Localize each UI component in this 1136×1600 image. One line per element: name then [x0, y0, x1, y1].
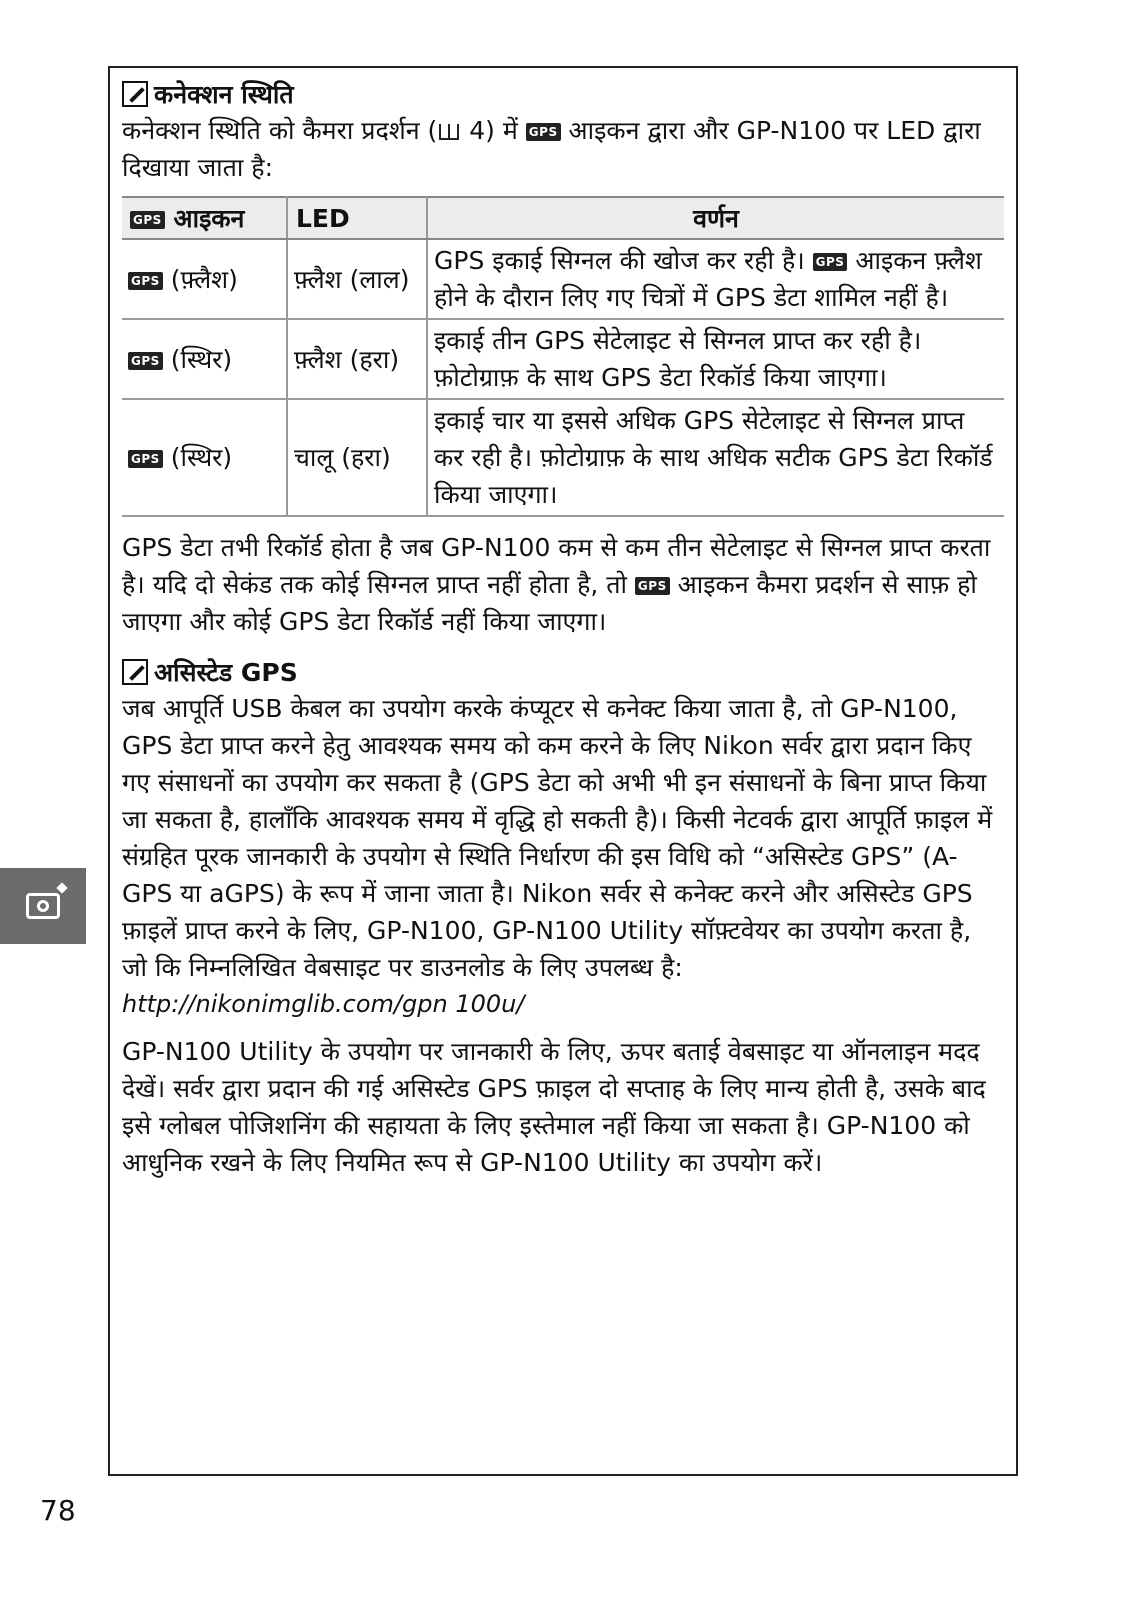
book-reference-icon [439, 124, 459, 140]
gps-icon: GPS [128, 450, 163, 468]
after-part1: GPS डेटा तभी रिकॉर्ड होता है जब GP-N100 कम से कम तीन सेटेलाइट से सिग्नल प्राप्त करता है। यदि दो सेकंड तक कोई सिग्नल प्राप्त नहीं होता है, तो [122, 533, 991, 599]
icon-state: (स्थिर) [170, 443, 233, 472]
pencil-note-icon [122, 81, 148, 107]
status-table [122, 196, 1004, 517]
icon-state: (स्थिर) [170, 344, 233, 374]
camera-settings-icon [26, 893, 60, 919]
section2-body2: GP-N100 Utility के उपयोग पर जानकारी के लिए, ऊपर बताई वेबसाइट या ऑनलाइन मदद देखें। सर्वर द्वारा प्रदान की गई असिस्टेड GPS फ़ाइल दो सप्ताह के लिए मान्य होती है, उसके बाद इसे ग्लोबल पोजिशनिंग की सहायता के लिए इस्तेमाल नहीं किया जा सकता है। GP-N100 को आधुनिक रखने के लिए नियमित रूप से GP-N100 Utility का उपयोग करें। [122, 1037, 986, 1177]
note-frame [108, 66, 1018, 1476]
gps-icon: GPS [130, 211, 165, 229]
section1-after-text [122, 529, 1004, 640]
table-header-row [122, 197, 1004, 239]
side-tab [0, 868, 86, 944]
header-description: वर्णन [427, 197, 1004, 239]
row-icon-cell [122, 239, 287, 319]
row-icon-cell [122, 319, 287, 399]
gps-icon: GPS [128, 352, 163, 370]
intro-part2: आइकन द्वारा और GP-N100 पर LED द्वारा दिखाया जाता है: [122, 116, 981, 182]
after-part2: आइकन कैमरा प्रदर्शन से साफ़ हो जाएगा और कोई GPS डेटा रिकॉर्ड नहीं किया जाएगा। [122, 570, 977, 636]
header-icon-text: आइकन [173, 204, 245, 233]
row-led-cell: फ़्लैश (हरा) [287, 319, 427, 399]
page-number: 78 [40, 1494, 76, 1527]
section2-heading [122, 654, 1004, 690]
row-icon-cell [122, 399, 287, 516]
icon-state: (फ़्लैश) [170, 264, 238, 294]
gps-icon: GPS [635, 577, 670, 595]
table-row [122, 239, 1004, 319]
row-led-cell: फ़्लैश (लाल) [287, 239, 427, 319]
pencil-note-icon [122, 659, 148, 685]
gps-icon: GPS [526, 123, 561, 141]
table-row [122, 399, 1004, 516]
header-icon [122, 197, 287, 239]
row-description-cell: इकाई चार या इससे अधिक GPS सेटेलाइट से सिग्नल प्राप्त कर रही है। फ़ोटोग्राफ़ के साथ अधिक सटीक GPS डेटा रिकॉर्ड किया जाएगा। [427, 399, 1004, 516]
table-row [122, 319, 1004, 399]
header-led: LED [287, 197, 427, 239]
row-description-cell [427, 239, 1004, 319]
desc-part2: आइकन फ़्लैश होने के दौरान लिए गए चित्रों में GPS डेटा शामिल नहीं है। [434, 246, 982, 312]
download-url[interactable]: http://nikonimglib.com/gpn 100u/ [122, 990, 525, 1018]
gps-icon: GPS [813, 253, 848, 271]
section1-heading-text: कनेक्शन स्थिति [154, 80, 294, 109]
section2-body: जब आपूर्ति USB केबल का उपयोग करके कंप्यूटर से कनेक्ट किया जाता है, तो GP-N100, GPS डेटा प्राप्त करने हेतु आवश्यक समय को कम करने के लिए Nikon सर्वर द्वारा प्रदान किए गए संसाधनों का उपयोग कर सकता है (GPS डेटा को अभी भी इन संसाधनों के बिना प्राप्त किया जा सकता है, हालाँकि आवश्यक समय में वृद्धि हो सकती है)। किसी नेटवर्क द्वारा आपूर्ति फ़ाइल में संग्रहित पूरक जानकारी के उपयोग से स्थिति निर्धारण की इस विधि को “असिस्टेड GPS” (A-GPS या aGPS) के रूप में जाना जाता है। Nikon सर्वर से कनेक्ट करने और असिस्टेड GPS फ़ाइलें प्राप्त करने के लिए, GP-N100, GP-N100 Utility सॉफ़्टवेयर का उपयोग करता है, जो कि निम्नलिखित वेबसाइट पर डाउनलोड के लिए उपलब्ध है: [122, 694, 993, 982]
desc-part1: GPS इकाई सिग्नल की खोज कर रही है। [434, 246, 805, 275]
intro-ref: 4) में [469, 116, 518, 145]
section2-heading-text: असिस्टेड GPS [154, 658, 298, 687]
row-led-cell: चालू (हरा) [287, 399, 427, 516]
gps-icon: GPS [128, 272, 163, 290]
section1-heading [122, 76, 1004, 112]
intro-part1: कनेक्शन स्थिति को कैमरा प्रदर्शन ( [122, 116, 438, 145]
row-description-cell: इकाई तीन GPS सेटेलाइट से सिग्नल प्राप्त कर रही है। फ़ोटोग्राफ़ के साथ GPS डेटा रिकॉर्ड किया जाएगा। [427, 319, 1004, 399]
section1-intro [122, 112, 1004, 186]
